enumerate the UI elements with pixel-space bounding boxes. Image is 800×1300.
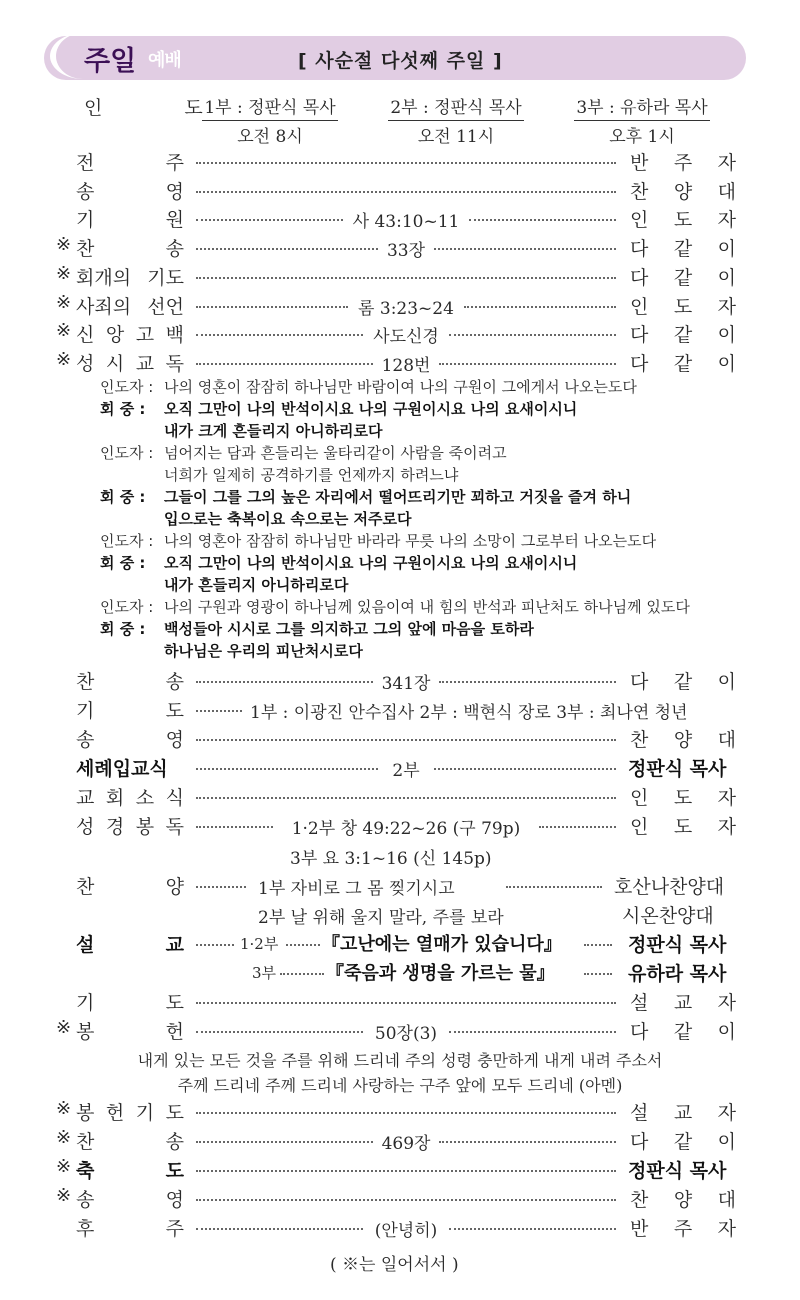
responsive-line: 오직 그만이 나의 반석이시요 나의 구원이시요 나의 요새이시니 [164, 554, 578, 572]
leader-dots [196, 797, 616, 799]
service-1-time: 오전 8시 [237, 127, 303, 147]
hymn2-row [0, 1127, 800, 1155]
postlude-row-label [76, 1214, 184, 1241]
anthem-row-2 [0, 901, 800, 929]
label-glyph: 다 [630, 324, 649, 346]
label-glyph: 봉 [76, 1021, 95, 1043]
leader-dots [434, 248, 616, 250]
label-glyph: 기 [76, 209, 95, 231]
news-row-right [630, 783, 736, 810]
reading-row-center: 1·2부 창 49:22~26 (구 79p) [291, 819, 521, 839]
label-glyph: 같 [673, 267, 693, 289]
label-glyph: 자 [717, 1218, 736, 1240]
leader-dots [196, 1002, 616, 1004]
label-glyph: 선언 [147, 296, 184, 318]
service-2 [382, 93, 530, 147]
label-glyph: 반 [630, 1218, 649, 1240]
label-glyph: 대 [717, 181, 736, 203]
label-glyph: 소 [135, 787, 155, 809]
leader-dots [196, 768, 378, 770]
leader-dots [196, 1170, 616, 1172]
label-glyph: 양 [673, 1189, 693, 1211]
leader-dots [196, 162, 616, 164]
leaders-label: 인 도 [84, 97, 241, 119]
responsive-line: 백성들아 시시로 그를 의지하고 그의 앞에 마음을 토하라 [164, 620, 534, 638]
label-glyph: 이 [717, 1021, 736, 1043]
label-glyph: 기 [76, 992, 95, 1014]
leader-dots [449, 1228, 616, 1230]
sermon-preacher-1: 정판식 목사 [628, 934, 727, 956]
leader-dots [196, 1141, 373, 1143]
prayer-label [76, 696, 184, 723]
praise2-row-label [76, 1185, 184, 1212]
label-glyph: 다 [630, 238, 649, 260]
praise-row [0, 725, 800, 753]
label-glyph: 경 [105, 816, 125, 838]
label-glyph: 기 [76, 700, 95, 722]
praise2-row-right [630, 1185, 736, 1212]
leader-dots [196, 1228, 363, 1230]
service-2-time: 오전 11시 [417, 127, 495, 147]
order-row-label [76, 263, 184, 290]
leader-dots [439, 681, 616, 683]
sermon-label [76, 930, 184, 957]
sermon-part-2: 3부 [252, 964, 277, 982]
label-glyph: 인 [630, 209, 649, 231]
standing-mark: ※ [56, 292, 72, 313]
standing-mark: ※ [56, 263, 72, 284]
responsive-line: 나의 영혼아 잠잠히 하나님만 바라라 무릇 나의 소망이 그로부터 나오는도다 [164, 532, 657, 550]
congregation-speaker: 회 중 : [100, 620, 146, 638]
label-glyph: 이 [717, 353, 736, 375]
responsive-line: 나의 구원과 영광이 하나님께 있음이여 내 힘의 반석과 피난처도 하나님께 있도다 [164, 598, 690, 616]
label-glyph: 도 [165, 1160, 184, 1182]
leader-dots [196, 681, 373, 683]
praise-row-label [76, 725, 184, 752]
leader-dots [280, 973, 324, 975]
order-row-center: 사도신경 [373, 327, 439, 347]
order-row-label [76, 177, 184, 204]
leader-dots [434, 768, 616, 770]
leader-dots [196, 219, 343, 221]
label-glyph: 같 [673, 1021, 693, 1043]
hymn2-row-label [76, 1127, 184, 1154]
hymn2-row-center: 469장 [381, 1134, 431, 1154]
reading-row-right [630, 812, 736, 839]
responsive-line: 내가 크게 흔들리지 아니하리로다 [164, 422, 383, 440]
service-1 [196, 93, 344, 147]
label-glyph: 반 [630, 152, 649, 174]
offering-prayer-row-right [630, 1098, 736, 1125]
label-glyph: 사죄의 [76, 296, 132, 318]
leader-dots [286, 944, 320, 946]
offering-prayer-row-label [76, 1098, 184, 1125]
logo-main-text: 주일 [84, 46, 137, 77]
label-glyph: 같 [673, 324, 693, 346]
order-row-center: 33장 [386, 241, 426, 261]
leader-dots [196, 334, 363, 336]
leader-dots [196, 739, 616, 741]
label-glyph: 송 [165, 671, 184, 693]
offering-prayer-row [0, 1098, 800, 1126]
label-glyph: 이 [717, 267, 736, 289]
label-glyph: 고 [135, 324, 155, 346]
leader-dots [196, 1031, 363, 1033]
label-glyph: 전 [76, 152, 95, 174]
label-glyph: 도 [165, 1102, 184, 1124]
service-3-time: 오후 1시 [609, 127, 675, 147]
reading-row-label [76, 812, 184, 839]
responsive-line: 넘어지는 담과 흔들리는 울타리같이 사람을 죽이려고 [164, 444, 507, 462]
sermon-row-2 [0, 959, 800, 987]
order-row-right [630, 320, 736, 347]
label-glyph: 성 [76, 816, 95, 838]
praise-row-right [630, 725, 736, 752]
prayer2-row [0, 988, 800, 1016]
offering-row [0, 1017, 800, 1045]
order-row-center: 사 43:10~11 [352, 212, 460, 232]
label-glyph: 같 [673, 238, 693, 260]
worship-logo [58, 31, 218, 83]
label-glyph: 자 [717, 152, 736, 174]
praise2-row [0, 1185, 800, 1213]
order-row-right [630, 349, 736, 376]
leader-dots [584, 973, 612, 975]
label-glyph: 도 [673, 816, 693, 838]
label-glyph: 주 [165, 152, 184, 174]
label-glyph: 회개의 [76, 267, 132, 289]
standing-mark: ※ [56, 349, 72, 370]
label-glyph: 송 [165, 238, 184, 260]
label-glyph: 원 [165, 209, 184, 231]
leader-dots [506, 886, 602, 888]
order-row [0, 177, 800, 205]
label-glyph: 자 [717, 992, 736, 1014]
leader-dots [196, 306, 348, 308]
label-glyph: 다 [630, 353, 649, 375]
label-glyph: 헌 [105, 1102, 125, 1124]
anthem-label [76, 872, 184, 899]
label-glyph: 봉 [76, 1102, 95, 1124]
order-row [0, 234, 800, 262]
label-glyph: 교 [165, 934, 184, 956]
label-glyph: 대 [717, 729, 736, 751]
label-glyph: 교 [673, 1102, 693, 1124]
leader-dots [464, 306, 616, 308]
label-glyph: 송 [76, 181, 95, 203]
leader-dots [196, 944, 234, 946]
label-glyph: 찬 [630, 1189, 649, 1211]
order-row-right [630, 148, 736, 175]
order-row [0, 320, 800, 348]
standing-mark: ※ [56, 1098, 72, 1119]
label-glyph: 영 [165, 1189, 184, 1211]
label-glyph: 다 [630, 267, 649, 289]
reading-3rd-service: 3부 요 3:1~16 (신 145p) [290, 849, 492, 869]
postlude-row-center: (안녕히) [374, 1221, 438, 1241]
baptism-row-right: 정판식 목사 [628, 758, 727, 780]
label-glyph: 시 [105, 353, 125, 375]
label-glyph: 인 [630, 296, 649, 318]
order-row-right [630, 263, 736, 290]
label-glyph: 다 [630, 1021, 649, 1043]
prayer2-row-right [630, 988, 736, 1015]
responsive-line: 너희가 일제히 공격하기를 언제까지 하려느냐 [164, 466, 459, 484]
label-glyph: 찬 [76, 238, 95, 260]
service-2-heading: 2부 : 정판식 목사 [388, 98, 523, 121]
offering-hymn-lyrics: 내게 있는 모든 것을 주를 위해 드리네 주의 성령 충만하게 내게 내려 주소서 [137, 1051, 663, 1070]
baptism-row [0, 754, 800, 782]
label-glyph: 송 [165, 1131, 184, 1153]
news-row [0, 783, 800, 811]
sermon-part-1: 1·2부 [240, 935, 279, 953]
leader-dots [469, 219, 616, 221]
label-glyph: 자 [717, 787, 736, 809]
label-glyph: 주 [673, 1218, 693, 1240]
leader-dots [196, 363, 373, 365]
benediction-row-label [76, 1156, 184, 1183]
order-row [0, 349, 800, 377]
label-glyph: 양 [673, 729, 693, 751]
label-glyph: 도 [673, 209, 693, 231]
hymn2-row-right [630, 1127, 736, 1154]
label-glyph: 주 [673, 152, 693, 174]
label-glyph: 설 [630, 1102, 649, 1124]
label-glyph: 이 [717, 238, 736, 260]
responsive-line: 하나님은 우리의 피난처시로다 [164, 642, 363, 660]
offering-row-right [630, 1017, 736, 1044]
service-3 [568, 93, 716, 147]
order-row [0, 263, 800, 291]
order-row-label [76, 148, 184, 175]
standing-mark: ※ [56, 1127, 72, 1148]
label-glyph: 도 [673, 787, 693, 809]
service-1-heading: 1부 : 정판식 목사 [202, 98, 337, 121]
leader-dots [196, 277, 616, 279]
responsive-line: 그들이 그를 그의 높은 자리에서 떨어뜨리기만 꾀하고 거짓을 즐겨 하니 [164, 488, 632, 506]
label-glyph: 기 [135, 1102, 155, 1124]
order-row [0, 148, 800, 176]
order-row [0, 205, 800, 233]
label-glyph: 자 [717, 209, 736, 231]
sermon-row [0, 930, 800, 958]
label-glyph: 축 [76, 1160, 95, 1182]
label-glyph: 자 [717, 1102, 736, 1124]
order-row-label [76, 234, 184, 261]
label-glyph: 후 [76, 1218, 95, 1240]
service-3-heading: 3부 : 유하라 목사 [574, 98, 709, 121]
news-row-label [76, 783, 184, 810]
label-glyph: 자 [717, 296, 736, 318]
leader-dots [196, 191, 616, 193]
responsive-line: 입으로는 축복이요 속으로는 저주로다 [164, 510, 412, 528]
label-glyph: 인 [630, 816, 649, 838]
leader-dots [539, 826, 616, 828]
label-glyph: 백 [165, 324, 184, 346]
label-glyph: 같 [673, 353, 693, 375]
offering-row-center: 50장(3) [374, 1024, 438, 1044]
label-glyph: 양 [673, 181, 693, 203]
label-glyph: 대 [717, 1189, 736, 1211]
leader-dots [449, 334, 616, 336]
benediction-row-right: 정판식 목사 [628, 1160, 727, 1182]
label-glyph: 봉 [135, 816, 155, 838]
order-row-center: 128번 [381, 356, 431, 376]
hymn-row-right [630, 667, 736, 694]
postlude-row-right [630, 1214, 736, 1241]
hymn-row-label [76, 667, 184, 694]
label-glyph: 교 [76, 787, 95, 809]
leader-speaker: 인도자 : [100, 378, 154, 396]
prayer-row [0, 696, 800, 724]
order-row-label [76, 292, 184, 319]
leader-dots [196, 710, 242, 712]
label-glyph: 송 [76, 729, 95, 751]
leader-speaker: 인도자 : [100, 598, 154, 616]
label-glyph: 다 [630, 1131, 649, 1153]
leader-dots [439, 363, 616, 365]
order-row-center: 롬 3:23~24 [358, 299, 454, 319]
label-glyph: 같 [673, 671, 693, 693]
prayer2-row-label [76, 988, 184, 1015]
order-row-right [630, 234, 736, 261]
label-glyph: 주 [165, 1218, 184, 1240]
leader-dots [196, 1112, 616, 1114]
standing-mark: ※ [56, 1185, 72, 1206]
benediction-row [0, 1156, 800, 1184]
anthem-line-2: 2부 날 위해 울지 말라, 주를 보라 [258, 908, 504, 928]
label-glyph: 찬 [630, 181, 649, 203]
label-glyph: 세례입교식 [76, 758, 168, 780]
congregation-speaker: 회 중 : [100, 488, 146, 506]
leader-dots [584, 944, 612, 946]
responsive-line: 나의 영혼이 잠잠히 하나님만 바람이여 나의 구원이 그에게서 나오는도다 [164, 378, 637, 396]
leader-dots [196, 1199, 616, 1201]
offering-hymn-lyrics: 주께 드리네 주께 드리네 사랑하는 구주 앞에 모두 드리네 (아멘) [177, 1076, 623, 1095]
anthem-row [0, 872, 800, 900]
label-glyph: 교 [673, 992, 693, 1014]
label-glyph: 설 [630, 992, 649, 1014]
congregation-speaker: 회 중 : [100, 400, 146, 418]
label-glyph: 도 [673, 296, 693, 318]
prayer-leaders: 1부 : 이광진 안수집사 2부 : 백현식 장로 3부 : 최나연 청년 [250, 703, 688, 723]
hymn-row-center: 341장 [381, 674, 431, 694]
order-row-right [630, 205, 736, 232]
order-row [0, 292, 800, 320]
order-row-label [76, 349, 184, 376]
label-glyph: 영 [165, 181, 184, 203]
sermon-title-1: 『고난에는 열매가 있습니다』 [322, 934, 562, 955]
label-glyph: 찬 [630, 729, 649, 751]
label-glyph: 찬 [76, 671, 95, 693]
page-title: [ 사순절 다섯째 주일 ] [298, 50, 503, 72]
sermon-title-2: 『죽음과 생명을 가르는 물』 [326, 963, 555, 984]
reading-row [0, 812, 800, 840]
label-glyph: 회 [105, 787, 125, 809]
responsive-line: 내가 흔들리지 아니하리로다 [164, 576, 349, 594]
label-glyph: 교 [135, 353, 155, 375]
label-glyph: 다 [630, 671, 649, 693]
standing-mark: ※ [56, 1156, 72, 1177]
anthem-choir-1: 호산나찬양대 [614, 876, 725, 898]
leader-dots [196, 886, 246, 888]
leader-dots [439, 1141, 616, 1143]
standing-mark: ※ [56, 320, 72, 341]
label-glyph: 신 [76, 324, 95, 346]
baptism-row-center: 2부 [392, 761, 420, 781]
leader-speaker: 인도자 : [100, 532, 154, 550]
label-glyph: 설 [76, 934, 95, 956]
label-glyph: 송 [76, 1189, 95, 1211]
label-glyph: 도 [165, 992, 184, 1014]
label-glyph: 앙 [105, 324, 125, 346]
responsive-line: 오직 그만이 나의 반석이시요 나의 구원이시요 나의 요새이시니 [164, 400, 578, 418]
order-row-right [630, 177, 736, 204]
logo-sub-text: 예배 [148, 50, 181, 71]
label-glyph: 독 [165, 353, 184, 375]
label-glyph: 이 [717, 324, 736, 346]
offering-row-label [76, 1017, 184, 1044]
anthem-line-1: 1부 자비로 그 몸 찢기시고 [258, 879, 455, 899]
order-row-right [630, 292, 736, 319]
order-row-label [76, 205, 184, 232]
label-glyph: 헌 [165, 1021, 184, 1043]
congregation-speaker: 회 중 : [100, 554, 146, 572]
label-glyph: 인 [630, 787, 649, 809]
leader-dots [196, 248, 378, 250]
label-glyph: 양 [165, 876, 184, 898]
standing-mark: ※ [56, 234, 72, 255]
anthem-choir-2: 시온찬양대 [622, 905, 714, 927]
leader-speaker: 인도자 : [100, 444, 154, 462]
sermon-preacher-2: 유하라 목사 [628, 963, 727, 985]
label-glyph: 같 [673, 1131, 693, 1153]
label-glyph: 찬 [76, 876, 95, 898]
order-row-label [76, 320, 184, 347]
leader-dots [449, 1031, 616, 1033]
label-glyph: 성 [76, 353, 95, 375]
standing-mark: ※ [56, 1017, 72, 1038]
label-glyph: 이 [717, 671, 736, 693]
footer-note: ( ※는 일어서서 ) [330, 1255, 459, 1275]
baptism-row-label [76, 754, 188, 781]
label-glyph: 식 [165, 787, 184, 809]
label-glyph: 영 [165, 729, 184, 751]
hymn-row [0, 667, 800, 695]
label-glyph: 독 [165, 816, 184, 838]
label-glyph: 도 [165, 700, 184, 722]
label-glyph: 찬 [76, 1131, 95, 1153]
postlude-row [0, 1214, 800, 1242]
label-glyph: 이 [717, 1131, 736, 1153]
label-glyph: 기도 [147, 267, 184, 289]
label-glyph: 자 [717, 816, 736, 838]
